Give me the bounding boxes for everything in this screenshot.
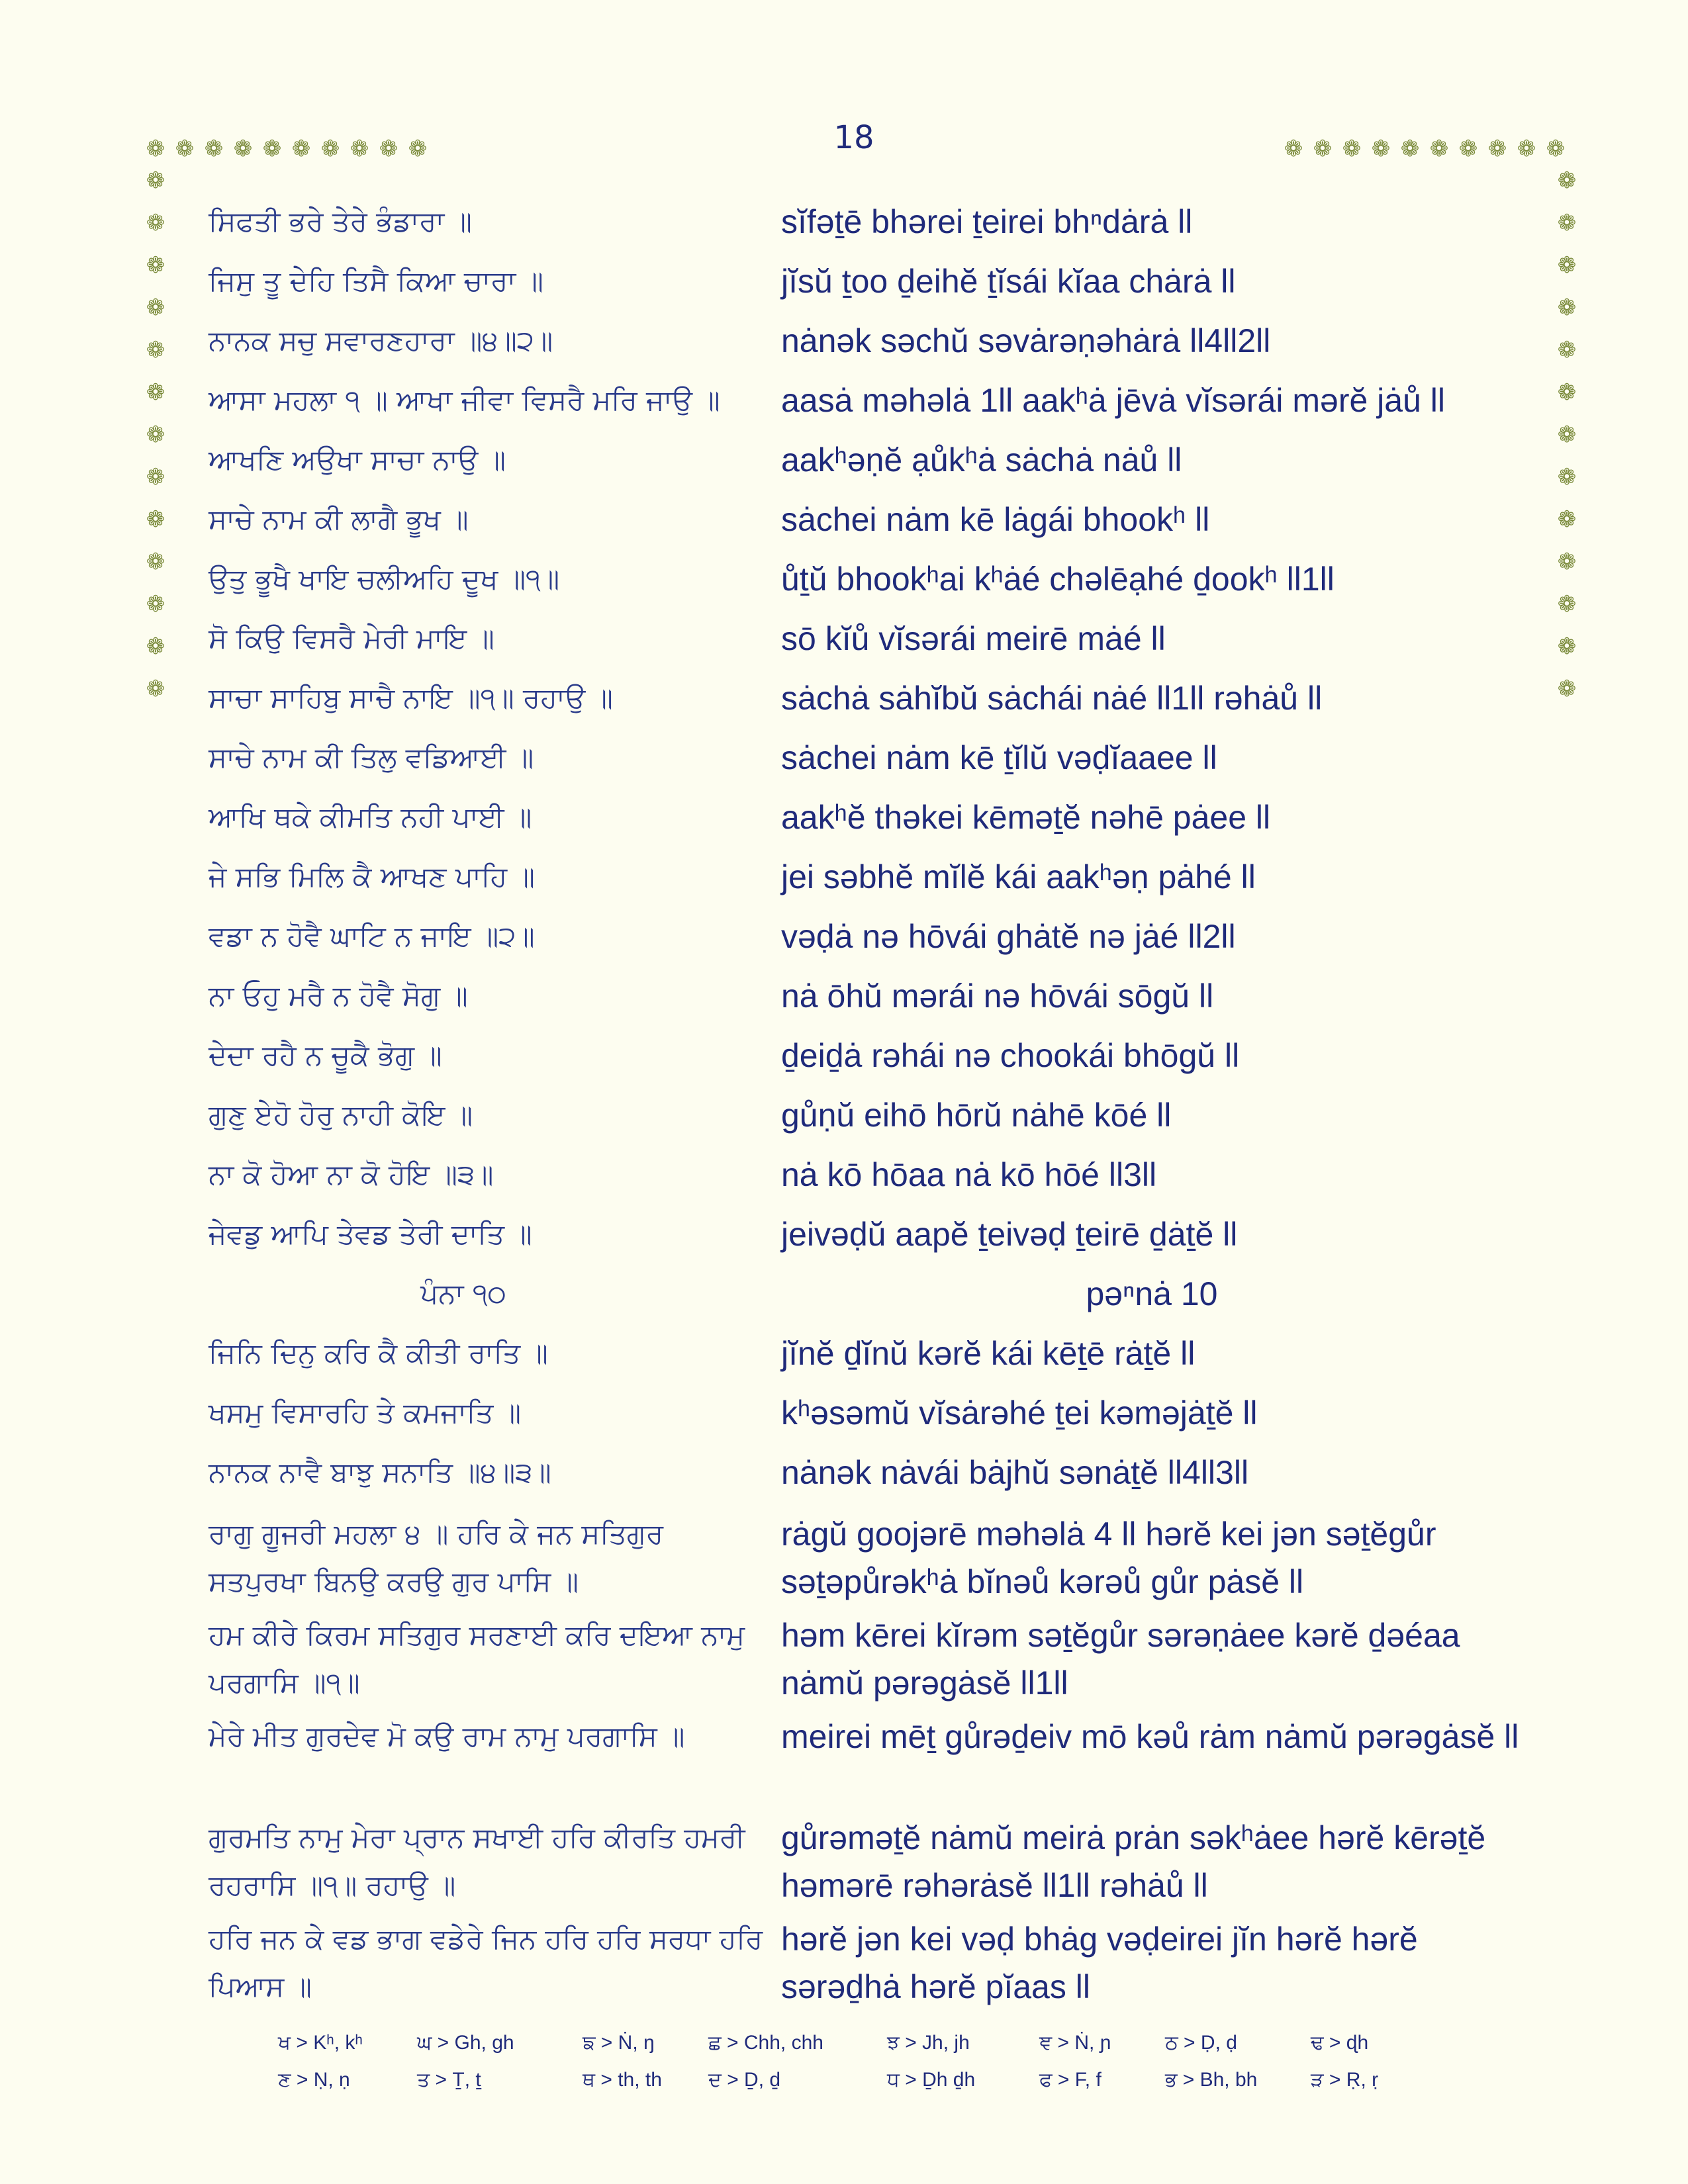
gurmukhi-text: ਪੰਨਾ ੧੦ <box>420 1277 506 1310</box>
gurmukhi-text: ਵਡਾ ਨ ਹੋਵੈ ਘਾਟਿ ਨ ਜਾਇ ॥੨॥ <box>209 920 535 952</box>
verse-row <box>0 915 1688 973</box>
flower-ornament-icon: ❁ <box>1557 337 1577 363</box>
transliteration-text: ḏeiḏȧ rəhái nə chookái bhōgŭ ll <box>781 1037 1240 1074</box>
gurmukhi-text: ਆਸਾ ਮਹਲਾ ੧ ॥ ਆਖਾ ਜੀਵਾ ਵਿਸਰੈ ਮਰਿ ਜਾਉ ॥ <box>209 384 720 416</box>
legend-item: ਙ > Ṅ, ŋ <box>583 2032 655 2054</box>
gurmukhi-text: ਸਾਚੇ ਨਾਮ ਕੀ ਲਾਗੈ ਭੂਖ ॥ <box>209 503 469 535</box>
gurmukhi-text: ਸਾਚੇ ਨਾਮ ਕੀ ਤਿਲੁ ਵਡਿਆਈ ॥ <box>209 741 534 774</box>
flower-ornament-icon: ❁ <box>1546 136 1566 162</box>
gurmukhi-text: ਨਾਨਕ ਨਾਵੈ ਬਾਝੁ ਸਨਾਤਿ ॥੪॥੩॥ <box>209 1456 551 1488</box>
verse-row <box>0 200 1688 258</box>
transliteration-text: hərĕ jən kei vəḍ bhȧg vəḍeirei jĭn hərĕ hərĕ sərəḏhȧ hərĕ pĭaas ll <box>781 1921 1418 2005</box>
gurmukhi-text: ਜੇ ਸਭਿ ਮਿਲਿ ਕੈ ਆਖਣ ਪਾਹਿ ॥ <box>209 860 535 893</box>
flower-ornament-icon: ❁ <box>1371 136 1391 162</box>
flower-ornament-icon: ❁ <box>291 136 311 162</box>
verse-row <box>0 1034 1688 1092</box>
gurmukhi-text: ਨਾਨਕ ਸਚੁ ਸਵਾਰਣਹਾਰਾ ॥੪॥੨॥ <box>209 324 553 357</box>
legend-item: ਢ > ɖh <box>1311 2032 1369 2054</box>
verse-row <box>0 855 1688 913</box>
transliteration-text: jeivəḍŭ aapĕ ṯeivəḍ ṯeirē ḏȧṯĕ ll <box>781 1216 1238 1253</box>
flower-ornament-icon: ❁ <box>1557 464 1577 490</box>
gurmukhi-text: ਗੁਰਮਤਿ ਨਾਮੁ ਮੇਰਾ ਪ੍ਰਾਨ ਸਖਾਈ ਹਰਿ ਕੀਰਤਿ ਹਮਰੀ ਰਹਰਾਸਿ ॥੧॥ ਰਹਾਉ ॥ <box>209 1821 745 1901</box>
transliteration-legend <box>278 2032 1470 2106</box>
flower-ornament-icon: ❁ <box>146 676 165 702</box>
flower-ornament-icon: ❁ <box>175 136 195 162</box>
gurmukhi-text: ਸਾਚਾ ਸਾਹਿਬੁ ਸਾਚੈ ਨਾਇ ॥੧॥ ਰਹਾਉ ॥ <box>209 682 613 714</box>
gurmukhi-text: ਜਿਸੁ ਤੂ ਦੇਹਿ ਤਿਸੈ ਕਿਆ ਚਾਰਾ ॥ <box>209 265 543 297</box>
verse-row <box>0 1212 1688 1271</box>
transliteration-text: jĭnĕ ḏĭnŭ kərĕ kái kēṯē rȧṯĕ ll <box>781 1335 1196 1372</box>
legend-item: ਤ > Ṯ, ṯ <box>417 2069 481 2091</box>
transliteration-text: kʰəsəmŭ vĭsȧrəhé ṯei kəməjȧṯĕ ll <box>781 1394 1258 1432</box>
flower-ornament-icon: ❁ <box>379 136 399 162</box>
flower-ornament-icon: ❁ <box>146 506 165 533</box>
verse-row <box>0 1153 1688 1211</box>
flower-ornament-icon: ❁ <box>204 136 224 162</box>
transliteration-text: nȧ kō hōaa nȧ kō hōé ll3ll <box>781 1156 1157 1193</box>
gurmukhi-text: ਮੇਰੇ ਮੀਤ ਗੁਰਦੇਵ ਮੋ ਕਉ ਰਾਮ ਨਾਮੁ ਪਰਗਾਸਿ ॥ <box>209 1720 685 1752</box>
flower-ornament-icon: ❁ <box>1557 676 1577 702</box>
verse-row <box>0 1612 1688 1711</box>
legend-item: ਘ > Gh, gh <box>417 2032 514 2054</box>
legend-item: ੜ > Ṛ, ṛ <box>1311 2069 1379 2091</box>
verse-row <box>0 319 1688 377</box>
transliteration-text: meirei mēṯ gůrəḏeiv mō kəů rȧm nȧmŭ pərəgȧsĕ ll <box>781 1718 1519 1755</box>
gurmukhi-text: ਗੁਣੁ ਏਹੋ ਹੋਰੁ ਨਾਹੀ ਕੋਇ ॥ <box>209 1099 473 1131</box>
verse-row <box>0 1332 1688 1390</box>
gurmukhi-text: ਖਸਮੁ ਵਿਸਾਰਹਿ ਤੇ ਕਮਜਾਤਿ ॥ <box>209 1396 522 1429</box>
gurmukhi-text: ਨਾ ਕੋ ਹੋਆ ਨਾ ਕੋ ਹੋਇ ॥੩॥ <box>209 1158 494 1191</box>
gurmukhi-text: ਜੇਵਡੁ ਆਪਿ ਤੇਵਡ ਤੇਰੀ ਦਾਤਿ ॥ <box>209 1218 532 1250</box>
transliteration-text: ůṯŭ bhookʰai kʰȧé chəlēạhé ḏookʰ ll1ll <box>781 561 1335 598</box>
verse-row <box>0 1915 1688 2015</box>
gurmukhi-text: ਦੇਦਾ ਰਹੈ ਨ ਚੂਕੈ ਭੋਗੁ ॥ <box>209 1039 442 1071</box>
gurmukhi-text: ਨਾ ਓਹੁ ਮਰੈ ਨ ਹੋਵੈ ਸੋਗੁ ॥ <box>209 979 468 1012</box>
flower-ornament-icon: ❁ <box>146 549 165 575</box>
flower-ornament-icon: ❁ <box>1429 136 1449 162</box>
verse-row <box>0 557 1688 615</box>
legend-item: ਥ > th, th <box>583 2069 662 2091</box>
flower-ornament-icon: ❁ <box>146 422 165 448</box>
flower-ornament-icon: ❁ <box>1557 210 1577 236</box>
flower-ornament-icon: ❁ <box>1342 136 1362 162</box>
flower-ornament-icon: ❁ <box>1557 167 1577 194</box>
flower-ornament-icon: ❁ <box>146 252 165 279</box>
gurmukhi-text: ਜਿਨਿ ਦਿਨੁ ਕਰਿ ਕੈ ਕੀਤੀ ਰਾਤਿ ॥ <box>209 1337 548 1369</box>
gurmukhi-text: ਹਰਿ ਜਨ ਕੇ ਵਡ ਭਾਗ ਵਡੇਰੇ ਜਿਨ ਹਰਿ ਹਰਿ ਸਰਧਾ ਹਰਿ ਪਿਆਸ ॥ <box>209 1923 763 2003</box>
verse-row <box>0 1093 1688 1152</box>
legend-item: ਠ > Ḍ, ḍ <box>1165 2032 1237 2054</box>
flower-ornament-icon: ❁ <box>146 210 165 236</box>
flower-ornament-icon: ❁ <box>320 136 340 162</box>
legend-item: ਫ > F, f <box>1039 2069 1102 2091</box>
flower-ornament-icon: ❁ <box>408 136 428 162</box>
flower-ornament-icon: ❁ <box>1557 633 1577 660</box>
verse-row <box>0 617 1688 675</box>
legend-item: ਭ > Bh, bh <box>1165 2069 1258 2091</box>
page-number: 18 <box>833 119 874 156</box>
legend-item: ਞ > Ṅ, ɲ <box>1039 2032 1111 2054</box>
gurmukhi-text: ਸਿਫਤੀ ਭਰੇ ਤੇਰੇ ਭੰਡਾਰਾ ॥ <box>209 205 472 238</box>
gurmukhi-text: ਸੋ ਕਿਉ ਵਿਸਰੈ ਮੇਰੀ ਮਾਇ ॥ <box>209 622 494 655</box>
flower-ornament-icon: ❁ <box>146 167 165 194</box>
flower-ornament-icon: ❁ <box>1557 295 1577 321</box>
flower-ornament-icon: ❁ <box>1284 136 1303 162</box>
flower-ornament-icon: ❁ <box>146 379 165 406</box>
verse-row <box>0 1451 1688 1509</box>
flower-ornament-icon: ❁ <box>146 295 165 321</box>
legend-item: ਦ > Ḏ, ḏ <box>708 2069 781 2091</box>
flower-ornament-icon: ❁ <box>146 464 165 490</box>
transliteration-text: həm kērei kĭrəm səṯĕgůr sərəṇȧee kərĕ ḏəéaa nȧmŭ pərəgȧsĕ ll1ll <box>781 1617 1460 1702</box>
gurmukhi-text: ਉਤੁ ਭੂਖੈ ਖਾਇ ਚਲੀਅਹਿ ਦੂਖ ॥੧॥ <box>209 563 560 595</box>
transliteration-text: nȧnək nȧvái bȧjhŭ sənȧṯĕ ll4ll3ll <box>781 1454 1249 1491</box>
legend-item: ਣ > Ṇ, ṇ <box>278 2069 350 2091</box>
verse-row <box>0 259 1688 321</box>
flower-ornament-icon: ❁ <box>146 136 165 162</box>
transliteration-text: sō kĭů vĭsərái meirē mȧé ll <box>781 620 1166 657</box>
verse-row <box>0 974 1688 1032</box>
flower-ornament-icon: ❁ <box>350 136 369 162</box>
verse-row <box>0 1510 1688 1610</box>
flower-ornament-icon: ❁ <box>1557 379 1577 406</box>
transliteration-text: sĭfəṯē bhərei ṯeirei bhⁿdȧrȧ ll <box>781 203 1193 240</box>
legend-row <box>278 2069 1470 2106</box>
transliteration-text: sȧchȧ sȧhĭbŭ sȧchái nȧé ll1ll rəhȧů ll <box>781 680 1323 717</box>
flower-ornament-icon: ❁ <box>1557 422 1577 448</box>
legend-item: ਖ > Kʰ, kʰ <box>278 2032 363 2054</box>
flower-ornament-icon: ❁ <box>146 633 165 660</box>
flower-ornament-icon: ❁ <box>1313 136 1333 162</box>
transliteration-text: nȧ ōhŭ mərái nə hōvái sōgŭ ll <box>781 978 1214 1015</box>
gurmukhi-text: ਆਖਿ ਥਕੇ ਕੀਮਤਿ ਨਹੀ ਪਾਈ ॥ <box>209 801 532 833</box>
transliteration-text: gůrəməṯĕ nȧmŭ meirȧ prȧn səkʰȧee hərĕ kērəṯĕ həmərē rəhərȧsĕ ll1ll rəhȧů ll <box>781 1819 1486 1904</box>
transliteration-text: rȧgŭ goojərē məhəlȧ 4 ll hərĕ kei jən səṯĕgůr səṯəpůrəkʰȧ bĭnəů kərəů gůr pȧsĕ ll <box>781 1516 1436 1600</box>
page-marker-row <box>0 1272 1688 1330</box>
transliteration-text: aakʰĕ thəkei kēməṯĕ nəhē pȧee ll <box>781 799 1271 836</box>
transliteration-text: vəḍȧ nə hōvái ghȧtĕ nə jȧé ll2ll <box>781 918 1236 955</box>
verse-row <box>0 438 1688 496</box>
verse-row <box>0 379 1688 437</box>
gurmukhi-text: ਆਖਣਿ ਅਉਖਾ ਸਾਚਾ ਨਾਉ ॥ <box>209 443 506 476</box>
transliteration-text: sȧchei nȧm kē ṯĭlŭ vəḍĭaaee ll <box>781 739 1217 776</box>
verse-row <box>0 736 1688 794</box>
transliteration-text: sȧchei nȧm kē lȧgái bhookʰ ll <box>781 501 1210 538</box>
legend-row <box>278 2032 1470 2069</box>
transliteration-text: aakʰəṇĕ ạůkʰȧ sȧchȧ nȧů ll <box>781 441 1182 478</box>
transliteration-text: gůṇŭ eihō hōrŭ nȧhē kōé ll <box>781 1097 1172 1134</box>
verse-row <box>0 498 1688 556</box>
flower-ornament-icon: ❁ <box>146 337 165 363</box>
transliteration-text: jĭsŭ ṯoo ḏeihĕ ṯĭsái kĭaa chȧrȧ ll <box>781 263 1236 300</box>
flower-ornament-icon: ❁ <box>1487 136 1507 162</box>
flower-ornament-icon: ❁ <box>1557 591 1577 617</box>
gurmukhi-text: ਹਮ ਕੀਰੇ ਕਿਰਮ ਸਤਿਗੁਰ ਸਰਣਾਈ ਕਰਿ ਦਇਆ ਨਾਮੁ ਪਰਗਾਸਿ ॥੧॥ <box>209 1619 745 1699</box>
flower-ornament-icon: ❁ <box>1557 549 1577 575</box>
transliteration-text: jei səbhĕ mĭlĕ kái aakʰəṇ pȧhé ll <box>781 858 1256 895</box>
legend-item: ਛ > Chh, chh <box>708 2032 823 2054</box>
verse-row <box>0 676 1688 735</box>
verse-row <box>0 1814 1688 1913</box>
transliteration-text: nȧnək səchŭ səvȧrəṇəhȧrȧ ll4ll2ll <box>781 322 1271 359</box>
flower-ornament-icon: ❁ <box>1517 136 1536 162</box>
flower-ornament-icon: ❁ <box>262 136 282 162</box>
flower-ornament-icon: ❁ <box>1458 136 1478 162</box>
flower-ornament-icon: ❁ <box>1557 506 1577 533</box>
verse-row <box>0 796 1688 854</box>
flower-ornament-icon: ❁ <box>146 591 165 617</box>
transliteration-text: aasȧ məhəlȧ 1ll aakʰȧ jēvȧ vĭsərái mərĕ jȧů ll <box>781 382 1446 419</box>
verse-row <box>0 1713 1688 1812</box>
legend-item: ਝ > Jh, jh <box>887 2032 970 2054</box>
legend-item: ਧ > Ḏh ḏh <box>887 2069 976 2091</box>
verse-row <box>0 1391 1688 1449</box>
flower-ornament-icon: ❁ <box>1400 136 1420 162</box>
flower-ornament-icon: ❁ <box>233 136 253 162</box>
flower-ornament-icon: ❁ <box>1557 252 1577 279</box>
gurmukhi-text: ਰਾਗੁ ਗੂਜਰੀ ਮਹਲਾ ੪ ॥ ਹਰਿ ਕੇ ਜਨ ਸਤਿਗੁਰ ਸਤਪੁਰਖਾ ਬਿਨਉ ਕਰਉ ਗੁਰ ਪਾਸਿ ॥ <box>209 1518 664 1598</box>
transliteration-text: pəⁿnȧ 10 <box>1086 1275 1218 1312</box>
